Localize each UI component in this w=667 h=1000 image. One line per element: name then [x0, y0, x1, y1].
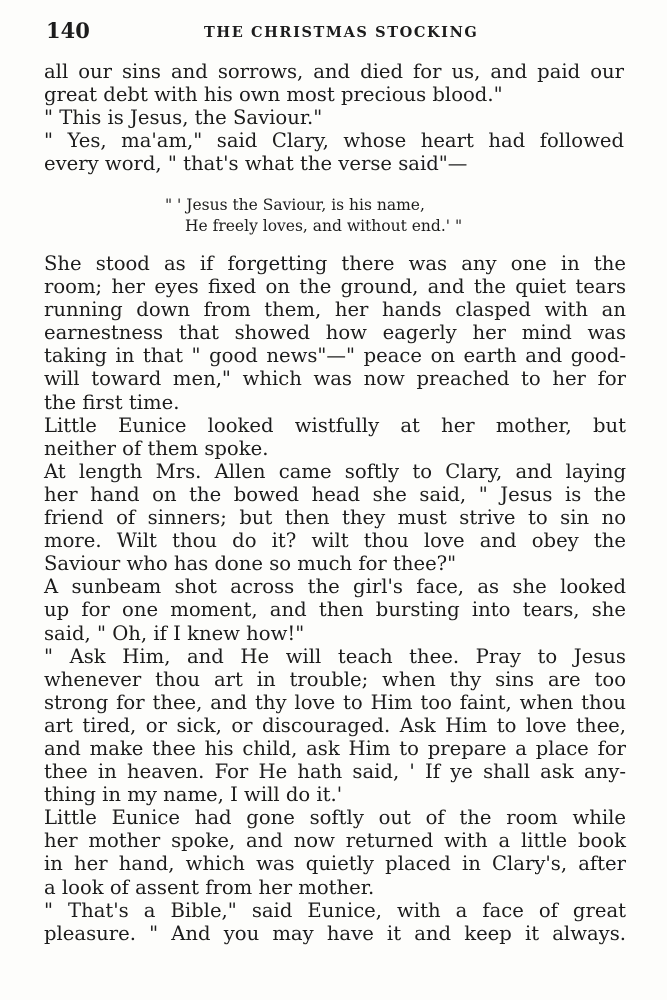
text-line: " That's a Bible," said Eunice, with a face of great: [44, 898, 626, 922]
text-line: neither of them spoke.: [44, 436, 269, 460]
text-line: said, " Oh, if I knew how!": [44, 621, 305, 645]
text-line: great debt with his own most precious blood.": [44, 83, 503, 107]
text-line: friend of sinners; but then they must strive to sin no: [44, 506, 626, 530]
page-header: [44, 18, 627, 46]
text-line: " Ask Him, and He will teach thee. Pray to Jesus: [44, 644, 626, 668]
text-line: pleasure. " And you may have it and keep it always.: [44, 921, 626, 945]
text-line: earnestness that showed how eagerly her mind was: [44, 321, 626, 345]
text-line: all our sins and sorrows, and died for us, and paid our: [44, 60, 624, 83]
text-line: her hand on the bowed head she said, " Jesus is the: [44, 482, 626, 506]
verse-line: He freely loves, and without end.' ": [185, 217, 463, 235]
text-line: " This is Jesus, the Saviour.": [44, 106, 323, 130]
text-line: Little Eunice looked wistfully at her mother, but: [44, 413, 626, 437]
text-line: and make thee his child, ask Him to prepare a place for: [44, 736, 626, 760]
text-line: art tired, or sick, or discouraged. Ask Him to love thee,: [44, 713, 626, 737]
text-line: a look of assent from her mother.: [44, 875, 375, 899]
text-block-top: [44, 60, 624, 175]
text-line: up for one moment, and then bursting into tears, she: [44, 598, 626, 622]
text-line: At length Mrs. Allen came softly to Clary, and laying: [44, 459, 626, 483]
text-line: will toward men," which was now preached to her for: [44, 367, 626, 391]
text-line: taking in that " good news"—" peace on earth and good-: [44, 344, 626, 368]
text-line: every word, " that's what the verse said"—: [44, 152, 468, 176]
text-line: her mother spoke, and now returned with a little book: [44, 829, 626, 853]
text-line: thing in my name, I will do it.': [44, 783, 343, 807]
text-line: A sunbeam shot across the girl's face, as she looked: [44, 575, 626, 599]
text-line: room; her eyes fixed on the ground, and the quiet tears: [44, 275, 626, 299]
verse-quote: [165, 195, 485, 237]
text-block-main: [44, 252, 626, 945]
text-line: running down from them, her hands clasped with an: [44, 298, 626, 322]
text-line: Saviour who has done so much for thee?": [44, 552, 457, 576]
verse-line: " ' Jesus the Saviour, is his name,: [165, 196, 425, 214]
text-line: strong for thee, and thy love to Him too faint, when thou: [44, 690, 626, 714]
text-line: She stood as if forgetting there was any one in the: [44, 252, 626, 275]
text-line: thee in heaven. For He hath said, ' If ye shall ask any-: [44, 760, 626, 784]
text-line: " Yes, ma'am," said Clary, whose heart had followed: [44, 129, 624, 153]
text-line: more. Wilt thou do it? wilt thou love and obey the: [44, 529, 626, 553]
text-line: in her hand, which was quietly placed in Clary's, after: [44, 852, 626, 876]
text-line: Little Eunice had gone softly out of the room while: [44, 806, 626, 830]
text-line: whenever thou art in trouble; when thy sins are too: [44, 667, 626, 691]
page-number: 140: [46, 18, 90, 43]
text-line: the first time.: [44, 390, 180, 414]
running-title: THE CHRISTMAS STOCKING: [204, 24, 479, 41]
